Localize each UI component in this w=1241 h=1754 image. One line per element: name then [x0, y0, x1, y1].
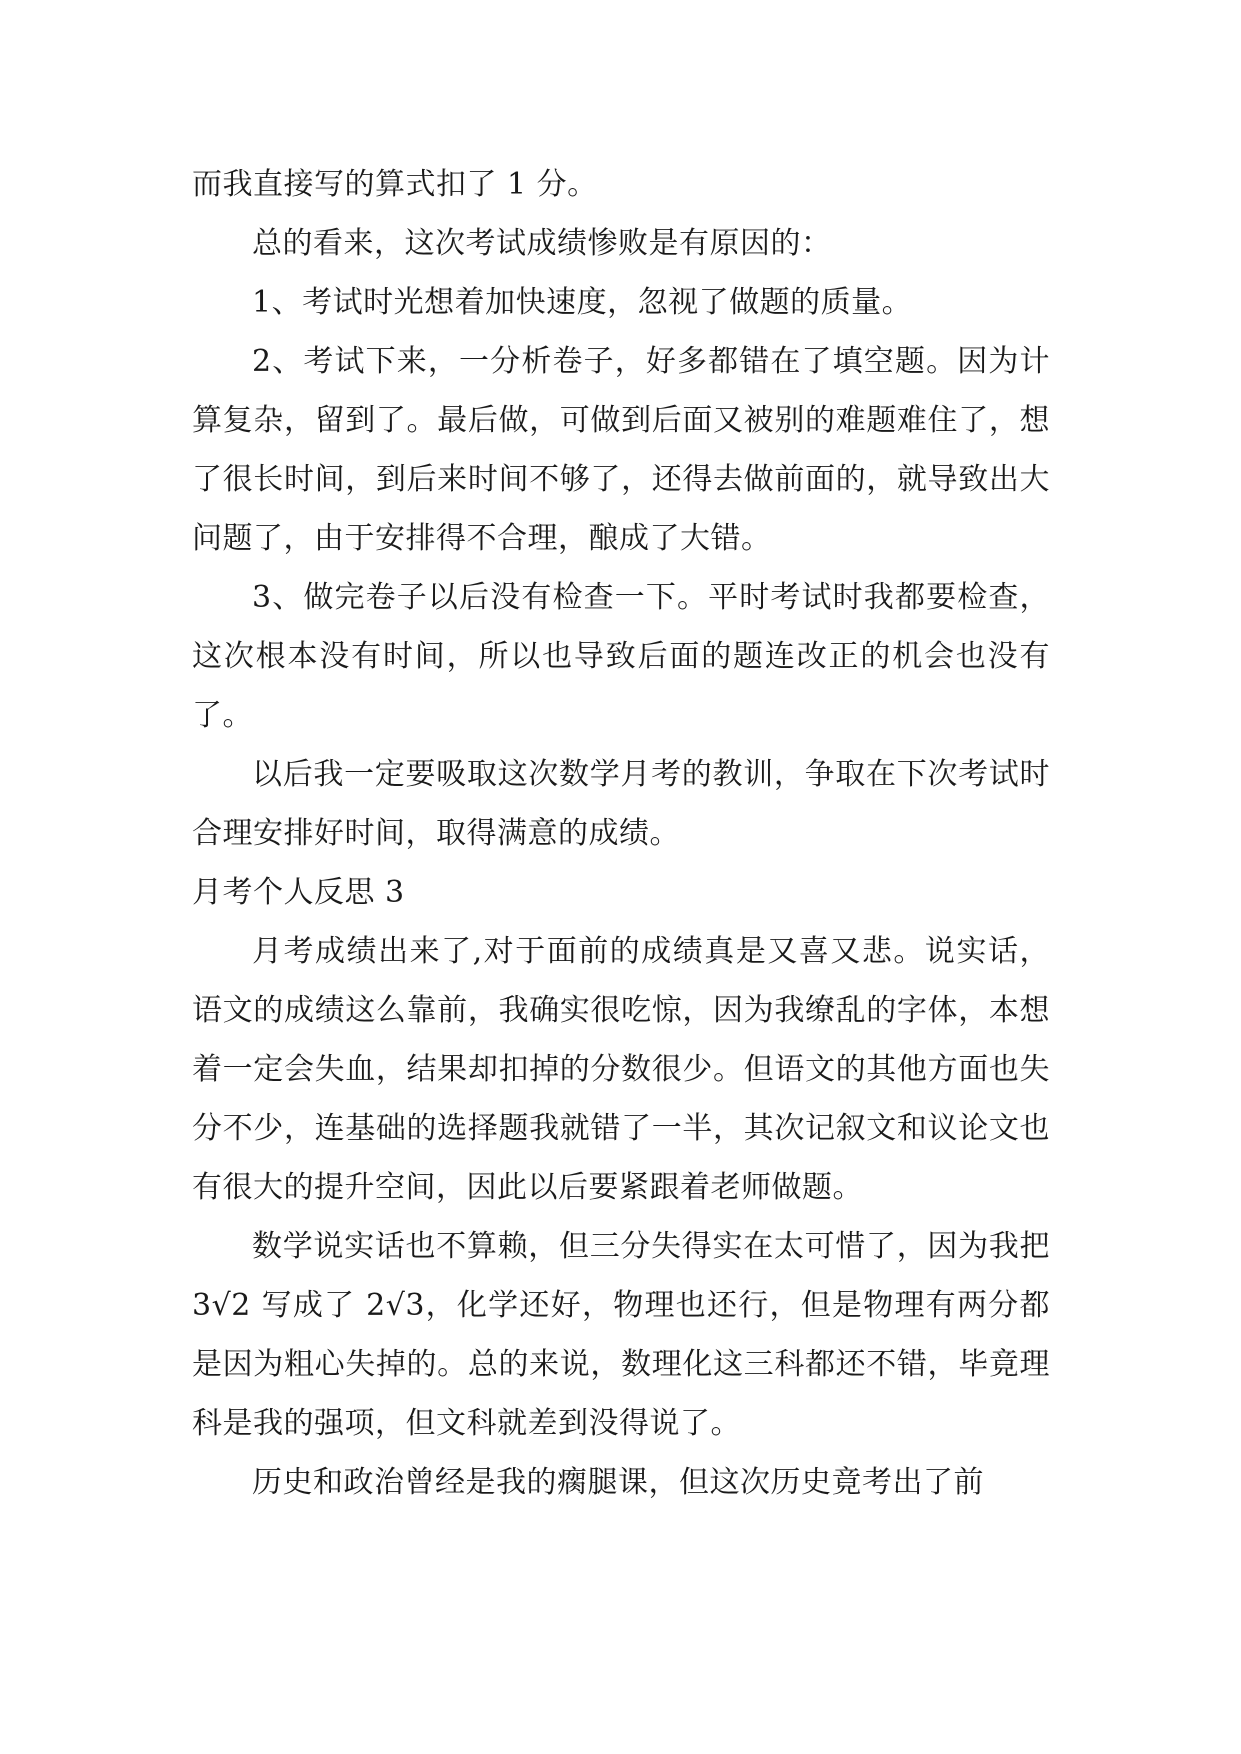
- paragraph-history-politics: 历史和政治曾经是我的瘸腿课，但这次历史竟考出了前: [252, 1465, 984, 1500]
- paragraph-continuation: 而我直接写的算式扣了 1 分。: [192, 167, 598, 202]
- paragraph-chinese-results: 月考成绩出来了,对于面前的成绩真是又喜又悲。说实话，语文的成绩这么靠前，我确实很吃惊，因为我缭乱的字体，本想着一定会失血，结果却扣掉的分数很少。但语文的其他方面也失分不少，连基础的选择题我就错了一半，其次记叙文和议论文也有很大的提升空间，因此以后要紧跟着老师做题。: [192, 934, 1050, 1205]
- paragraph-reason-1: 1、考试时光想着加快速度，忽视了做题的质量。: [252, 285, 913, 320]
- paragraph-conclusion: 以后我一定要吸取这次数学月考的教训，争取在下次考试时合理安排好时间，取得满意的成绩。: [192, 757, 1050, 851]
- paragraph-reason-2: 2、考试下来，一分析卷子，好多都错在了填空题。因为计算复杂，留到了。最后做，可做到后面又被别的难题难住了，想了很长时间，到后来时间不够了，还得去做前面的，就导致出大问题了，由于安排得不合理，酿成了大错。: [192, 344, 1050, 556]
- paragraph-summary: 总的看来，这次考试成绩惨败是有原因的：: [252, 226, 832, 261]
- section-heading: 月考个人反思 3: [192, 875, 405, 910]
- paragraph-reason-3: 3、做完卷子以后没有检查一下。平时考试时我都要检查，这次根本没有时间，所以也导致后面的题连改正的机会也没有了。: [192, 580, 1050, 733]
- document-body: [192, 155, 1050, 1512]
- paragraph-math-results: 数学说实话也不算赖，但三分失得实在太可惜了，因为我把 3√2 写成了 2√3，化学还好，物理也还行，但是物理有两分都是因为粗心失掉的。总的来说，数理化这三科都还不错，毕竟理科是我的强项，但文科就差到没得说了。: [192, 1229, 1050, 1441]
